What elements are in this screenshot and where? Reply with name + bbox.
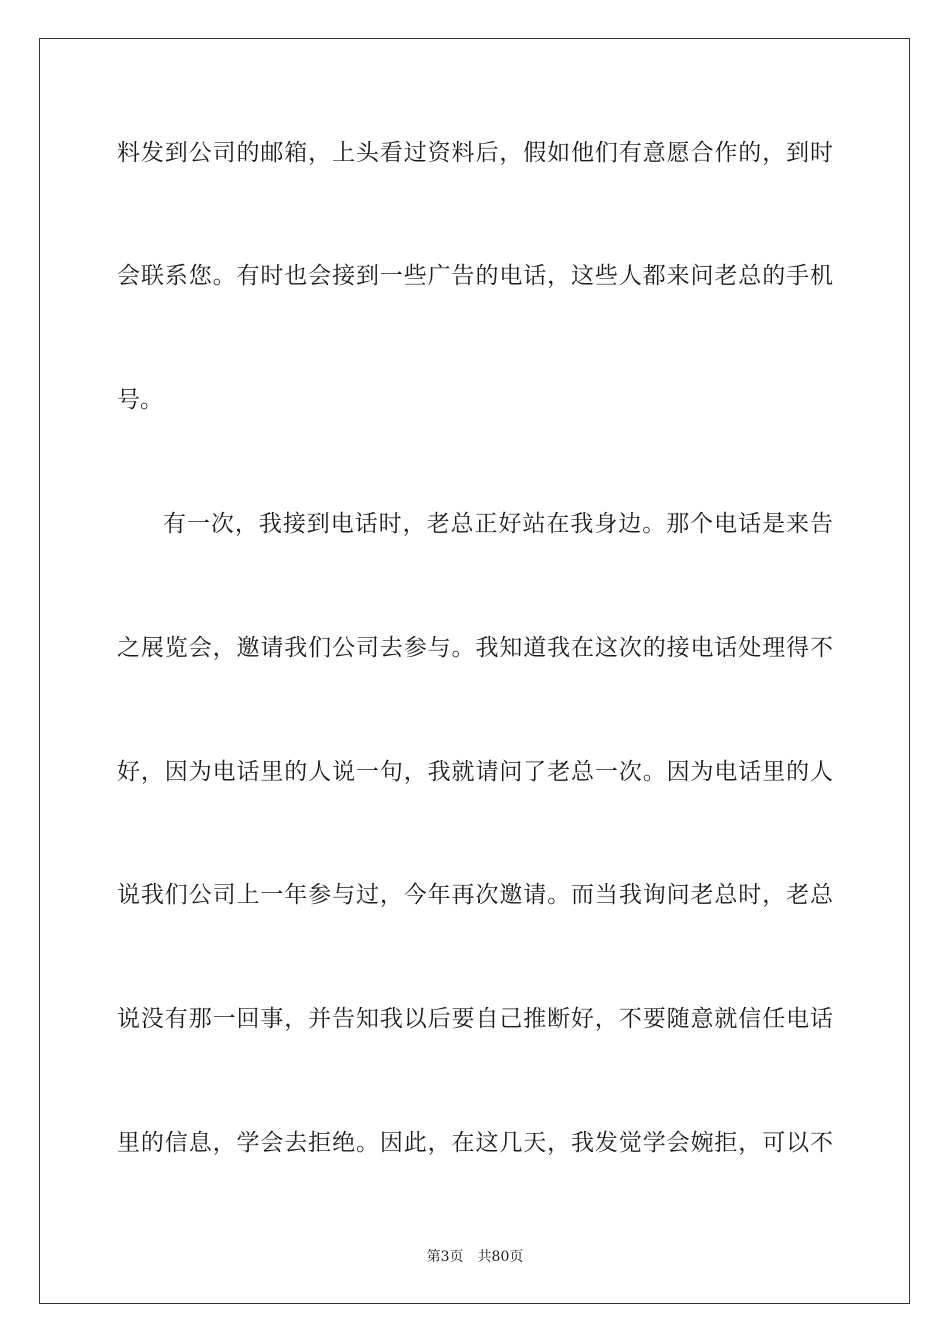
body-text-line: 会联系您。有时也会接到一些广告的电话，这些人都来问老总的手机 xyxy=(117,263,833,289)
page-number: 第3页 xyxy=(426,1249,464,1265)
body-text-line: 号。 xyxy=(117,387,163,413)
body-text-line: 说我们公司上一年参与过，今年再次邀请。而当我询问老总时，老总 xyxy=(117,882,833,908)
body-text-line: 料发到公司的邮箱，上头看过资料后，假如他们有意愿合作的，到时 xyxy=(117,140,833,166)
paragraph-first-line: 有一次，我接到电话时，老总正好站在我身边。那个电话是来告 xyxy=(163,511,833,537)
body-text-line: 说没有那一回事，并告知我以后要自己推断好，不要随意就信任电话 xyxy=(117,1006,833,1032)
page-frame xyxy=(39,38,910,1304)
body-text-line: 之展览会，邀请我们公司去参与。我知道我在这次的接电话处理得不 xyxy=(117,635,833,661)
body-text-line: 好，因为电话里的人说一句，我就请问了老总一次。因为电话里的人 xyxy=(117,759,833,785)
page-total: 共80页 xyxy=(477,1249,524,1265)
body-text-line: 里的信息，学会去拒绝。因此，在这几天，我发觉学会婉拒，可以不 xyxy=(117,1130,833,1156)
page-footer xyxy=(0,1248,950,1266)
